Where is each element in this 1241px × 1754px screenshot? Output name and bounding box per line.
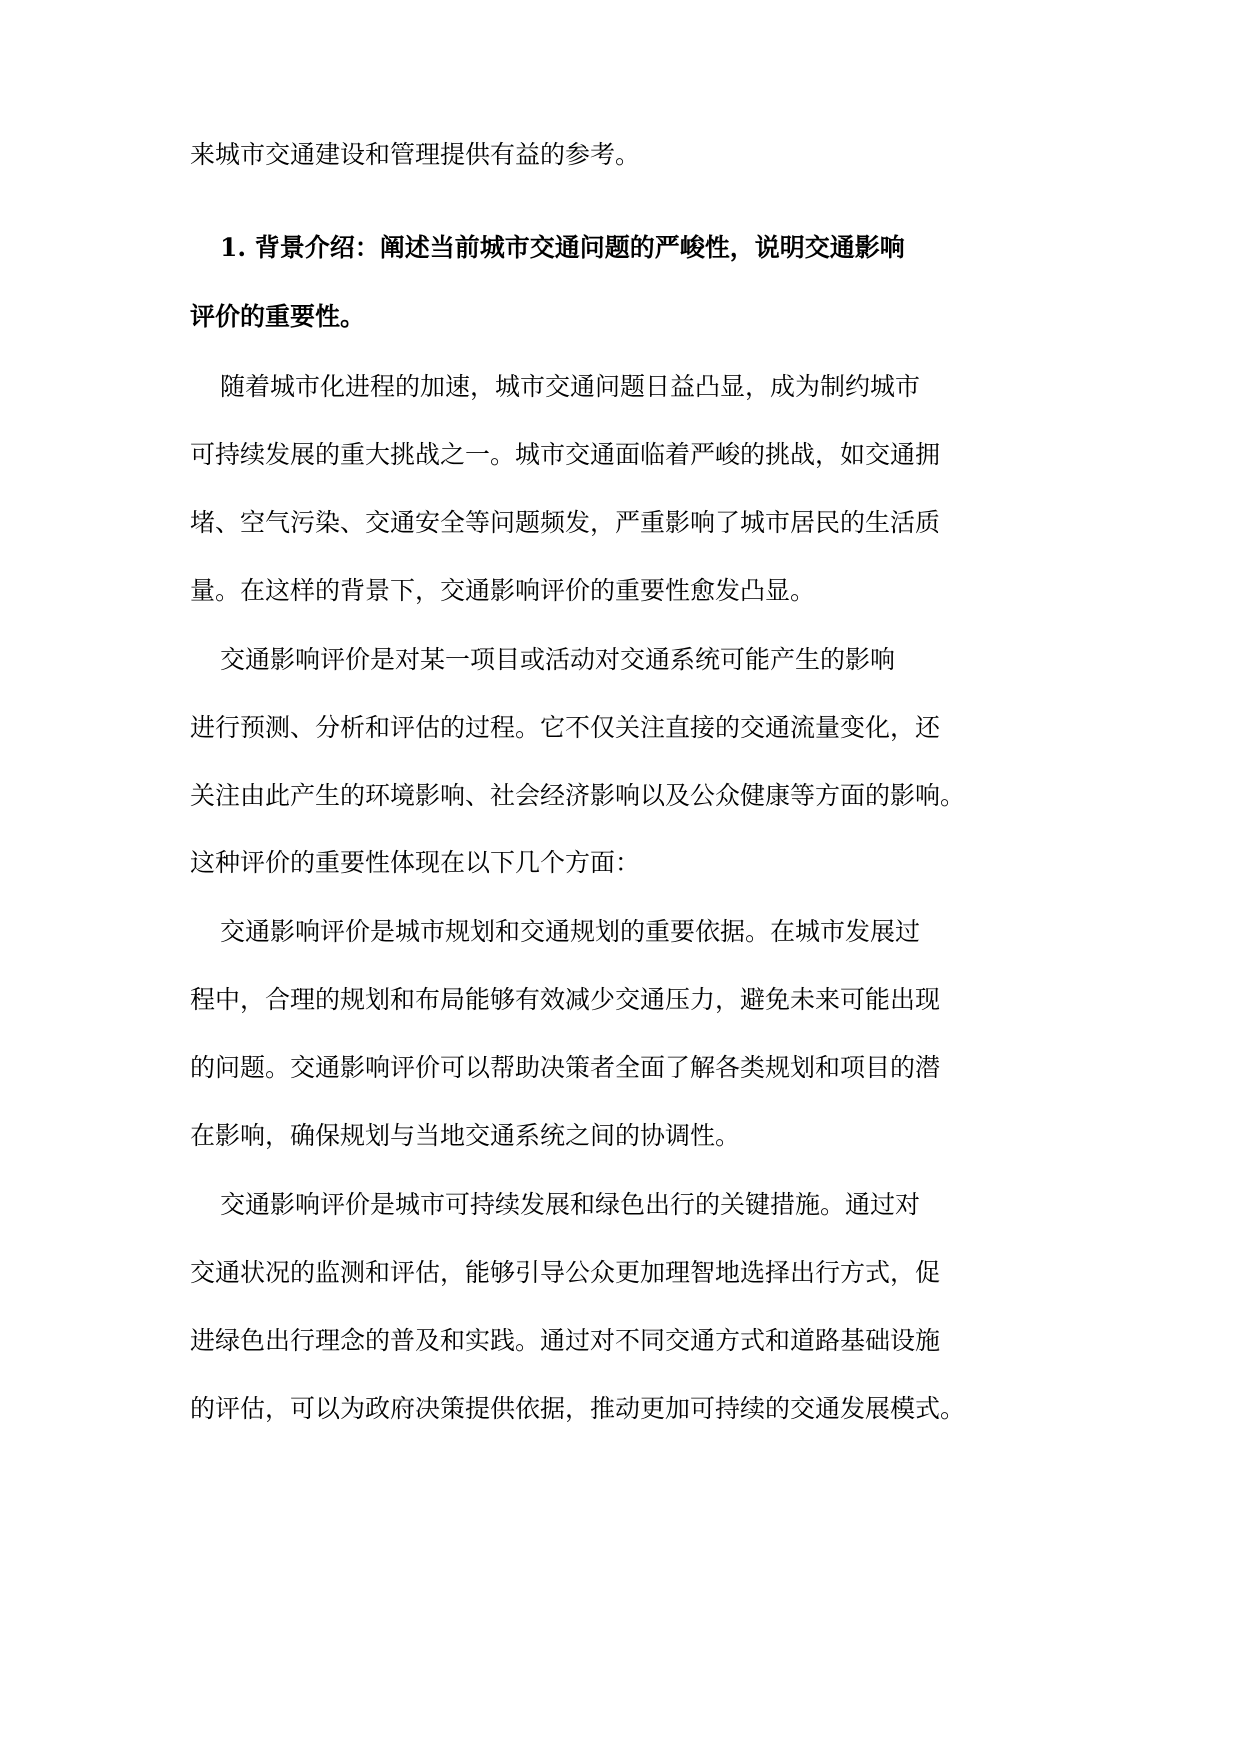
body-text-line: 的问题。交通影响评价可以帮助决策者全面了解各类规划和项目的潜 — [190, 1053, 941, 1082]
section-heading-line: 1. 背景介绍：阐述当前城市交通问题的严峻性，说明交通影响 — [220, 233, 905, 262]
body-text-line: 这种评价的重要性体现在以下几个方面： — [190, 848, 641, 877]
body-text-line: 交通影响评价是城市可持续发展和绿色出行的关键措施。通过对 — [220, 1190, 921, 1219]
body-text-line: 程中，合理的规划和布局能够有效减少交通压力，避免未来可能出现 — [190, 985, 941, 1014]
body-text-line: 进行预测、分析和评估的过程。它不仅关注直接的交通流量变化，还 — [190, 713, 941, 742]
body-text-line: 交通影响评价是对某一项目或活动对交通系统可能产生的影响 — [220, 645, 896, 674]
body-text-line: 进绿色出行理念的普及和实践。通过对不同交通方式和道路基础设施 — [190, 1326, 941, 1355]
body-text-line: 的评估，可以为政府决策提供依据，推动更加可持续的交通发展模式。 — [190, 1394, 966, 1423]
body-text-line: 随着城市化进程的加速，城市交通问题日益凸显，成为制约城市 — [220, 372, 921, 401]
section-heading-line: 评价的重要性。 — [190, 302, 366, 331]
body-text-line: 堵、空气污染、交通安全等问题频发，严重影响了城市居民的生活质 — [190, 508, 941, 537]
body-text-line: 关注由此产生的环境影响、社会经济影响以及公众健康等方面的影响。 — [190, 781, 966, 810]
body-text-line: 交通状况的监测和评估，能够引导公众更加理智地选择出行方式，促 — [190, 1258, 941, 1287]
body-text-line: 量。在这样的背景下，交通影响评价的重要性愈发凸显。 — [190, 576, 816, 605]
body-text-line: 来城市交通建设和管理提供有益的参考。 — [190, 140, 641, 169]
body-text-line: 可持续发展的重大挑战之一。城市交通面临着严峻的挑战，如交通拥 — [190, 440, 941, 469]
body-text-line: 交通影响评价是城市规划和交通规划的重要依据。在城市发展过 — [220, 917, 921, 946]
body-text-line: 在影响，确保规划与当地交通系统之间的协调性。 — [190, 1121, 741, 1150]
